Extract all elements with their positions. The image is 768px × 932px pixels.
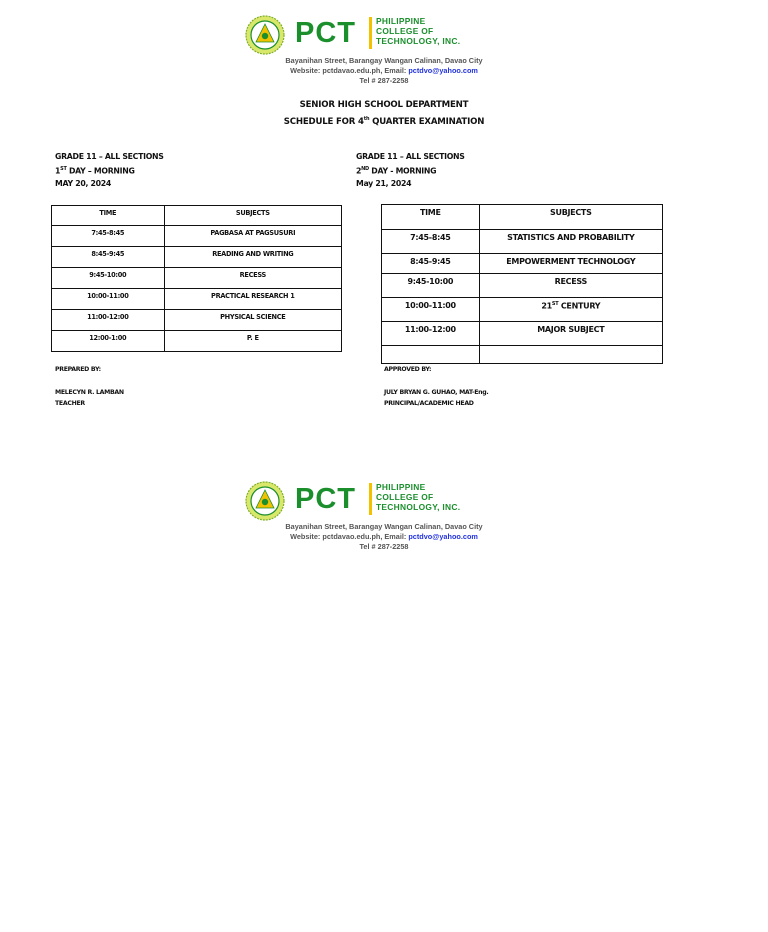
table-row xyxy=(382,230,663,254)
day1-info xyxy=(55,151,164,190)
prepared-role: TEACHER xyxy=(55,400,85,407)
subject-cell: RECESS xyxy=(479,274,662,298)
logo-acronym: PCT xyxy=(295,483,356,515)
day2-schedule-table xyxy=(381,204,663,364)
time-cell: 10:00-11:00 xyxy=(52,289,165,310)
subject-cell: RECESS xyxy=(164,268,341,289)
table-row xyxy=(52,310,342,331)
college-name-line2: COLLEGE OF xyxy=(376,26,434,36)
header-time: TIME xyxy=(382,205,480,230)
subject-cell: PRACTICAL RESEARCH 1 xyxy=(164,289,341,310)
document-title xyxy=(0,112,768,129)
day1-day-num: 1 xyxy=(55,166,61,176)
seal-icon xyxy=(245,15,285,55)
approved-name: JULY BRYAN G. GUHAO, MAT-Eng. xyxy=(384,389,489,396)
table-row xyxy=(382,346,663,364)
college-name xyxy=(376,482,460,512)
header-subjects: SUBJECTS xyxy=(164,206,341,226)
website-text: Website: pctdavao.edu.ph, Email: xyxy=(290,66,407,75)
logo-acronym: PCT xyxy=(295,17,356,49)
day2-day xyxy=(356,163,465,178)
college-name-line1: PHILIPPINE xyxy=(376,16,426,26)
table-row xyxy=(52,331,342,352)
letterhead-top xyxy=(0,3,768,83)
address: Bayanihan Street, Barangay Wangan Calinan, Davao City xyxy=(285,522,483,531)
subject-cell: MAJOR SUBJECT xyxy=(479,322,662,346)
time-cell: 11:00-12:00 xyxy=(382,322,480,346)
prepared-label: PREPARED BY: xyxy=(55,366,101,373)
college-name-line2: COLLEGE OF xyxy=(376,492,434,502)
day1-date: MAY 20, 2024 xyxy=(55,178,112,188)
department-title: SENIOR HIGH SCHOOL DEPARTMENT xyxy=(299,100,469,110)
approved-label: APPROVED BY: xyxy=(384,366,432,373)
time-cell: 11:00-12:00 xyxy=(52,310,165,331)
day2-date: May 21, 2024 xyxy=(356,178,412,188)
seal-icon xyxy=(245,481,285,521)
title-prefix: SCHEDULE FOR 4 xyxy=(283,116,364,127)
logo-divider xyxy=(369,483,372,515)
day1-day-sup: ST xyxy=(60,166,67,172)
time-cell: 7:45-8:45 xyxy=(382,230,480,254)
subject-num: 21 xyxy=(541,301,552,311)
subject-cell: EMPOWERMENT TECHNOLOGY xyxy=(479,254,662,274)
day1-day-rest: DAY – MORNING xyxy=(66,166,135,176)
time-cell: 9:45-10:00 xyxy=(382,274,480,298)
day2-grade: GRADE 11 – ALL SECTIONS xyxy=(356,152,465,161)
time-cell: 12:00-1:00 xyxy=(52,331,165,352)
approved-role: PRINCIPAL/ACADEMIC HEAD xyxy=(384,400,474,407)
day2-day-rest: DAY - MORNING xyxy=(368,166,437,176)
college-name-line1: PHILIPPINE xyxy=(376,482,426,492)
table-row xyxy=(382,298,663,322)
header-time: TIME xyxy=(52,206,165,226)
day1-grade: GRADE 11 – ALL SECTIONS xyxy=(55,152,164,161)
website-line xyxy=(0,66,768,76)
table-row xyxy=(52,289,342,310)
subject-cell: STATISTICS AND PROBABILITY xyxy=(479,230,662,254)
college-name xyxy=(376,16,460,46)
telephone: Tel # 287-2258 xyxy=(359,542,409,551)
title-sup: th xyxy=(363,116,370,122)
time-cell xyxy=(382,346,480,364)
telephone: Tel # 287-2258 xyxy=(359,76,409,85)
letterhead-bottom xyxy=(0,469,768,549)
time-cell: 9:45-10:00 xyxy=(52,268,165,289)
table-row xyxy=(382,274,663,298)
subject-cell xyxy=(479,346,662,364)
website-line xyxy=(0,532,768,542)
subject-rest: CENTURY xyxy=(558,301,601,311)
day1-day xyxy=(55,163,164,178)
day2-day-num: 2 xyxy=(356,166,362,176)
table-row xyxy=(382,322,663,346)
subject-cell: PAGBASA AT PAGSUSURI xyxy=(164,226,341,247)
table-header-row xyxy=(52,206,342,226)
subject-cell: READING AND WRITING xyxy=(164,247,341,268)
prepared-name: MELECYN R. LAMBAN xyxy=(55,389,124,396)
email-link[interactable]: pctdvo@yahoo.com xyxy=(408,532,478,541)
table-row xyxy=(52,226,342,247)
logo-divider xyxy=(369,17,372,49)
table-row xyxy=(52,247,342,268)
college-name-line3: TECHNOLOGY, INC. xyxy=(376,36,461,46)
time-cell: 10:00-11:00 xyxy=(382,298,480,322)
day2-info xyxy=(356,151,465,190)
website-text: Website: pctdavao.edu.ph, Email: xyxy=(290,532,407,541)
table-header-row xyxy=(382,205,663,230)
subject-cell: PHYSICAL SCIENCE xyxy=(164,310,341,331)
address: Bayanihan Street, Barangay Wangan Calinan, Davao City xyxy=(285,56,483,65)
email-link[interactable]: pctdvo@yahoo.com xyxy=(408,66,478,75)
day2-day-sup: ND xyxy=(361,166,369,172)
subject-sup: ST xyxy=(551,301,559,307)
table-row xyxy=(382,254,663,274)
subject-cell: P. E xyxy=(164,331,341,352)
table-row xyxy=(52,268,342,289)
college-name-line3: TECHNOLOGY, INC. xyxy=(376,502,461,512)
day1-schedule-table xyxy=(51,205,342,352)
header-subjects: SUBJECTS xyxy=(479,205,662,230)
time-cell: 8:45-9:45 xyxy=(52,247,165,268)
time-cell: 7:45-8:45 xyxy=(52,226,165,247)
time-cell: 8:45-9:45 xyxy=(382,254,480,274)
title-suffix: QUARTER EXAMINATION xyxy=(369,116,485,127)
subject-cell xyxy=(479,298,662,322)
